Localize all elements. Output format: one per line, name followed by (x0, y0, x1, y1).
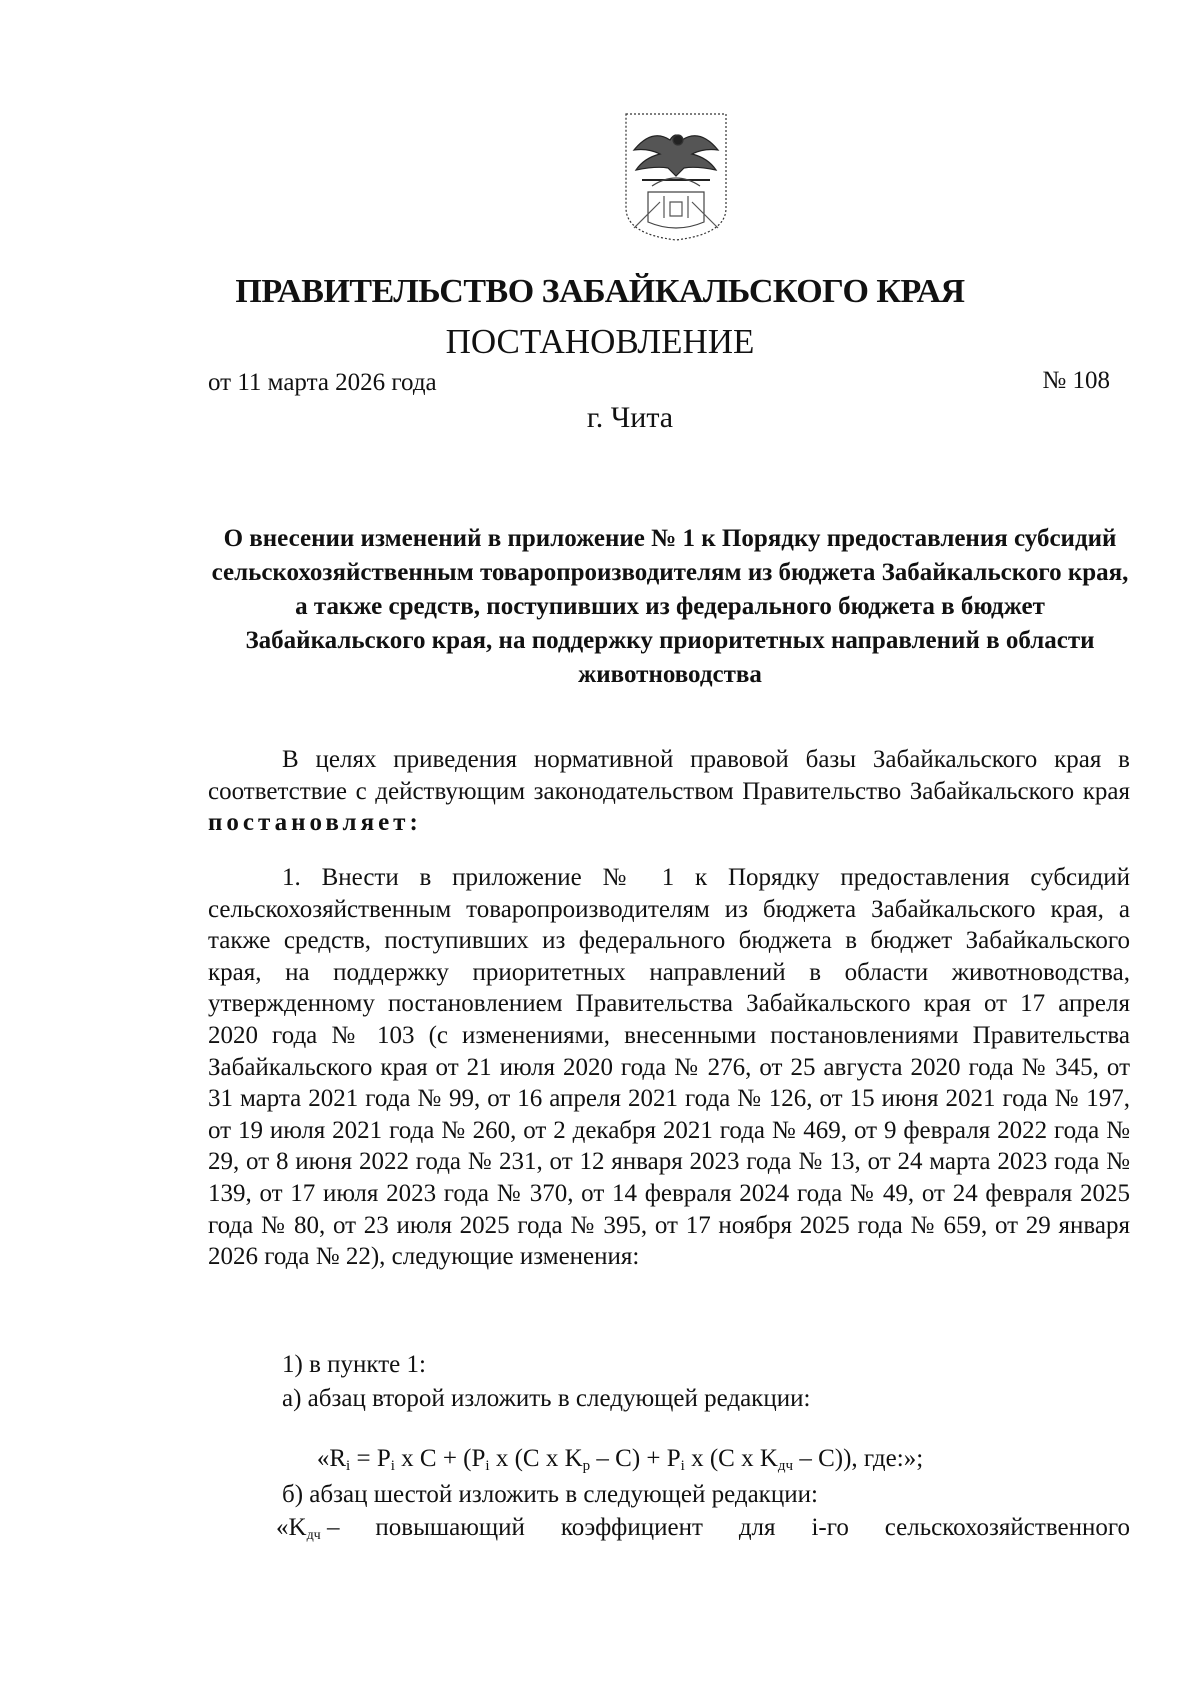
formula-subscript: дч (777, 1458, 794, 1474)
formula-subscript: i (680, 1458, 685, 1474)
formula-part: – C)), где:»; (793, 1445, 924, 1472)
definition-word: сельскохозяйственного (884, 1514, 1130, 1541)
formula-subscript: i (485, 1458, 490, 1474)
formula-part: x (C x K (489, 1445, 583, 1472)
formula-subscript: i (346, 1458, 351, 1474)
document-date: от 11 марта 2026 года (208, 369, 437, 396)
symbol-dash: – (320, 1514, 340, 1541)
formula-part: x (C x K (684, 1445, 778, 1472)
item-a: а) абзац второй изложить в следующей редакции: (282, 1385, 811, 1412)
document-type: ПОСТАНОВЛЕНИЕ (445, 322, 755, 361)
definition-word: для (738, 1514, 776, 1541)
document-number: № 108 (1042, 367, 1110, 394)
formula-subscript: р (582, 1458, 591, 1474)
preamble-emphasis: постановляет: (208, 809, 422, 837)
formula-part: = P (350, 1445, 391, 1472)
definition-symbol (276, 1512, 339, 1543)
formula-part: – C) + P (590, 1445, 681, 1472)
formula-part: x C + (P (394, 1445, 486, 1472)
definition-word: повышающий (375, 1514, 525, 1541)
preamble-paragraph (208, 744, 1130, 839)
clause-1-paragraph (208, 862, 1130, 1273)
item-b: б) абзац шестой изложить в следующей редакции: (282, 1481, 818, 1508)
symbol-subscript: дч (306, 1528, 321, 1543)
coat-of-arms-icon (612, 110, 740, 242)
item-1: 1) в пункте 1: (282, 1351, 426, 1378)
document-subject: О внесении изменений в приложение № 1 к Порядку предоставления субсидий сельскохозяйственным товаропроизводителям из бюджета Забайкальского края, а также средств, поступивших из федерального бюджета в бюджет Забайкальского края, на поддержку приоритетных направлений в области животноводства (211, 525, 1129, 688)
clause-1-text: 1. Внести в приложение № 1 к Порядку предоставления субсидий сельскохозяйственным товаропроизводителям из бюджета Забайкальского края, а также средств, поступивших из федерального бюджета в бюджет Забайкальского края, на поддержку приоритетных направлений в области животноводства, утвержденному постановлением Правительства Забайкальского края от 17 апреля 2020 года № 103 (с изменениями, внесенными постановлениями Правительства Забайкальского края от 21 июля 2020 года № 276, от 25 августа 2020 года № 345, от 31 марта 2021 года № 99, от 16 апреля 2021 года № 126, от 15 июня 2021 года № 197, от 19 июля 2021 года № 260, от 2 декабря 2021 года № 469, от 9 февраля 2022 года № 29, от 8 июня 2022 года № 231, от 12 января 2023 года № 13, от 24 марта 2023 года № 139, от 17 июля 2023 года № 370, от 14 февраля 2024 года № 49, от 24 февраля 2025 года № 80, от 23 июля 2025 года № 395, от 17 ноября 2025 года № 659, от 29 января 2026 года № 22), следующие изменения: (208, 864, 1130, 1271)
formula (0, 1443, 1200, 1474)
definition-word: i-го (811, 1514, 849, 1541)
city: г. Чита (586, 401, 674, 434)
organization-title: ПРАВИТЕЛЬСТВО ЗАБАЙКАЛЬСКОГО КРАЯ (235, 273, 965, 310)
formula-subscript: i (390, 1458, 395, 1474)
symbol-text: «K (276, 1514, 307, 1541)
definition-line (276, 1512, 1130, 1543)
definition-word: коэффициент (560, 1514, 703, 1541)
preamble-text: В целях приведения нормативной правовой базы Забайкальского края в соответствие с действующим законодательством Правительство Забайкальского края (208, 746, 1130, 805)
formula-part: «R (316, 1445, 347, 1472)
